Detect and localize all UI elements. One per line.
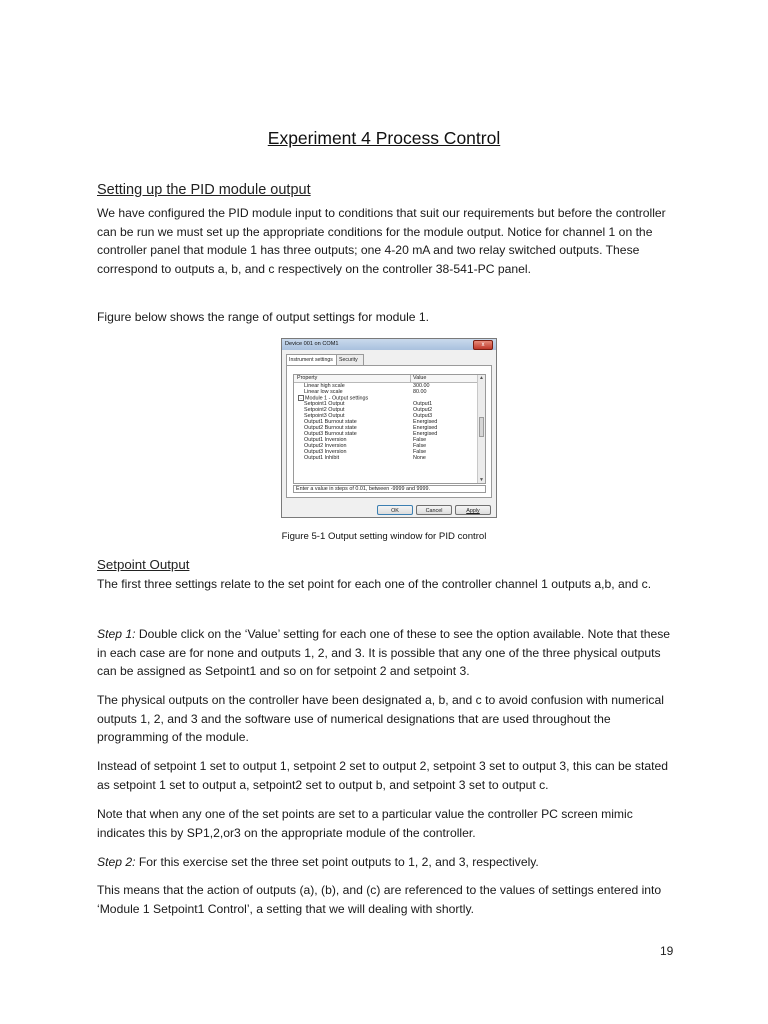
- property-name: Linear low scale: [304, 389, 343, 395]
- scroll-down-icon[interactable]: ▼: [479, 477, 484, 483]
- property-name: Setpoint1 Output: [304, 401, 345, 407]
- property-hint: Enter a value in steps of 0.01, between -9999 and 9999.: [293, 485, 486, 493]
- output-settings-dialog: [281, 338, 497, 518]
- dialog-title: Device 001 on COM1: [285, 341, 339, 347]
- property-name: Setpoint3 Output: [304, 413, 345, 419]
- paragraph-physical-outputs: The physical outputs on the controller have been designated a, b, and c to avoid confusion with numerical outputs 1, 2, and 3 and the software use of numerical designations that are used throughout the programming of the module.: [97, 693, 664, 745]
- close-icon[interactable]: x: [473, 340, 493, 350]
- property-name: Output2 Burnout state: [304, 425, 357, 431]
- property-name: Setpoint2 Output: [304, 407, 345, 413]
- document-title: Experiment 4 Process Control: [267, 128, 501, 148]
- property-value[interactable]: 300.00: [413, 383, 430, 389]
- step-2-text: For this exercise set the three set point outputs to 1, 2, and 3, respectively.: [135, 855, 539, 869]
- figure-caption: Figure 5-1 Output setting window for PID control: [281, 531, 487, 542]
- property-value[interactable]: False: [413, 449, 427, 455]
- paragraph-setpoint-intro: The first three settings relate to the set point for each one of the controller channel 1 outputs a,b, and c.: [97, 577, 652, 591]
- property-value[interactable]: Energised: [413, 419, 438, 425]
- apply-button[interactable]: Apply: [455, 505, 491, 515]
- section-heading-setpoint-output: Setpoint Output: [97, 557, 190, 572]
- scroll-up-icon[interactable]: ▲: [479, 375, 484, 381]
- property-value[interactable]: 80.00: [413, 389, 427, 395]
- cancel-button[interactable]: Cancel: [416, 505, 452, 515]
- property-name: Output1 Inhibit: [304, 455, 340, 461]
- property-name: Output3 Inversion: [304, 449, 347, 455]
- ok-button[interactable]: OK: [377, 505, 413, 515]
- property-value[interactable]: Output2: [413, 407, 433, 413]
- property-grid: [293, 374, 486, 484]
- step-1-text: Double click on the ‘Value’ setting for each one of these to see the option available. Note that these in each case are for none and outputs 1, 2, and 3. It is possible that any one of the three physical outputs can be assigned as Setpoint1 and so on for setpoint 2 and setpoint 3.: [97, 627, 671, 679]
- property-name: Output1 Inversion: [304, 437, 347, 443]
- property-value[interactable]: None: [413, 455, 426, 461]
- property-name: Output1 Burnout state: [304, 419, 357, 425]
- paragraph-setpoint-mapping: Instead of setpoint 1 set to output 1, setpoint 2 set to output 2, setpoint 3 set to output 3, this can be stated as setpoint 1 set to output a, setpoint2 set to output b, and setpoint 3 set to output c.: [97, 759, 668, 792]
- property-name: Output2 Inversion: [304, 443, 347, 449]
- property-value[interactable]: Output3: [413, 413, 433, 419]
- paragraph-output-reference: This means that the action of outputs (a), (b), and (c) are referenced to the values of settings entered into ‘Module 1 Setpoint1 Control’, a setting that we will dealing with shortly.: [97, 883, 662, 916]
- dialog-titlebar: [282, 339, 496, 350]
- vertical-scrollbar[interactable]: [477, 375, 485, 483]
- paragraph-pid-intro: We have configured the PID module input to conditions that suit our requirements but before the controller can be run we must set up the appropriate conditions for the module output. Notice for channel 1 on the controller panel that module 1 has three outputs; one 4-20 mA and two relay switched outputs. These correspond to outputs a, b, and c respectively on the controller 38-541-PC panel.: [97, 206, 666, 276]
- step-1-label: Step 1:: [97, 627, 136, 641]
- column-header-property: Property: [297, 375, 318, 381]
- step-2-label: Step 2:: [97, 855, 136, 869]
- property-name: Output3 Burnout state: [304, 431, 357, 437]
- property-name: Linear high scale: [304, 383, 345, 389]
- dialog-panel: [286, 365, 492, 498]
- column-header-value: Value: [410, 375, 426, 382]
- section-heading-pid-output: Setting up the PID module output: [97, 182, 311, 198]
- property-value[interactable]: Energised: [413, 425, 438, 431]
- property-value[interactable]: Output1: [413, 401, 433, 407]
- paragraph-screen-mimic: Note that when any one of the set points are set to a particular value the controller PC screen mimic indicates this by SP1,2,or3 on the appropriate module of the controller.: [97, 807, 633, 840]
- group-name: Module 1 - Output settings: [305, 395, 369, 402]
- property-grid-header: [294, 375, 478, 383]
- page-number: 19: [660, 944, 674, 958]
- scroll-thumb[interactable]: [479, 417, 484, 437]
- property-value[interactable]: Energised: [413, 431, 438, 437]
- tab-security[interactable]: Security: [336, 354, 364, 365]
- property-value[interactable]: False: [413, 437, 427, 443]
- paragraph-step-1: [97, 625, 677, 681]
- paragraph-step-2: [97, 853, 677, 872]
- paragraph-figure-intro: Figure below shows the range of output settings for module 1.: [97, 310, 430, 324]
- tab-instrument-settings[interactable]: Instrument settings: [286, 354, 339, 365]
- property-value[interactable]: False: [413, 443, 427, 449]
- collapse-icon[interactable]: -: [298, 395, 304, 401]
- table-row[interactable]: [294, 455, 478, 461]
